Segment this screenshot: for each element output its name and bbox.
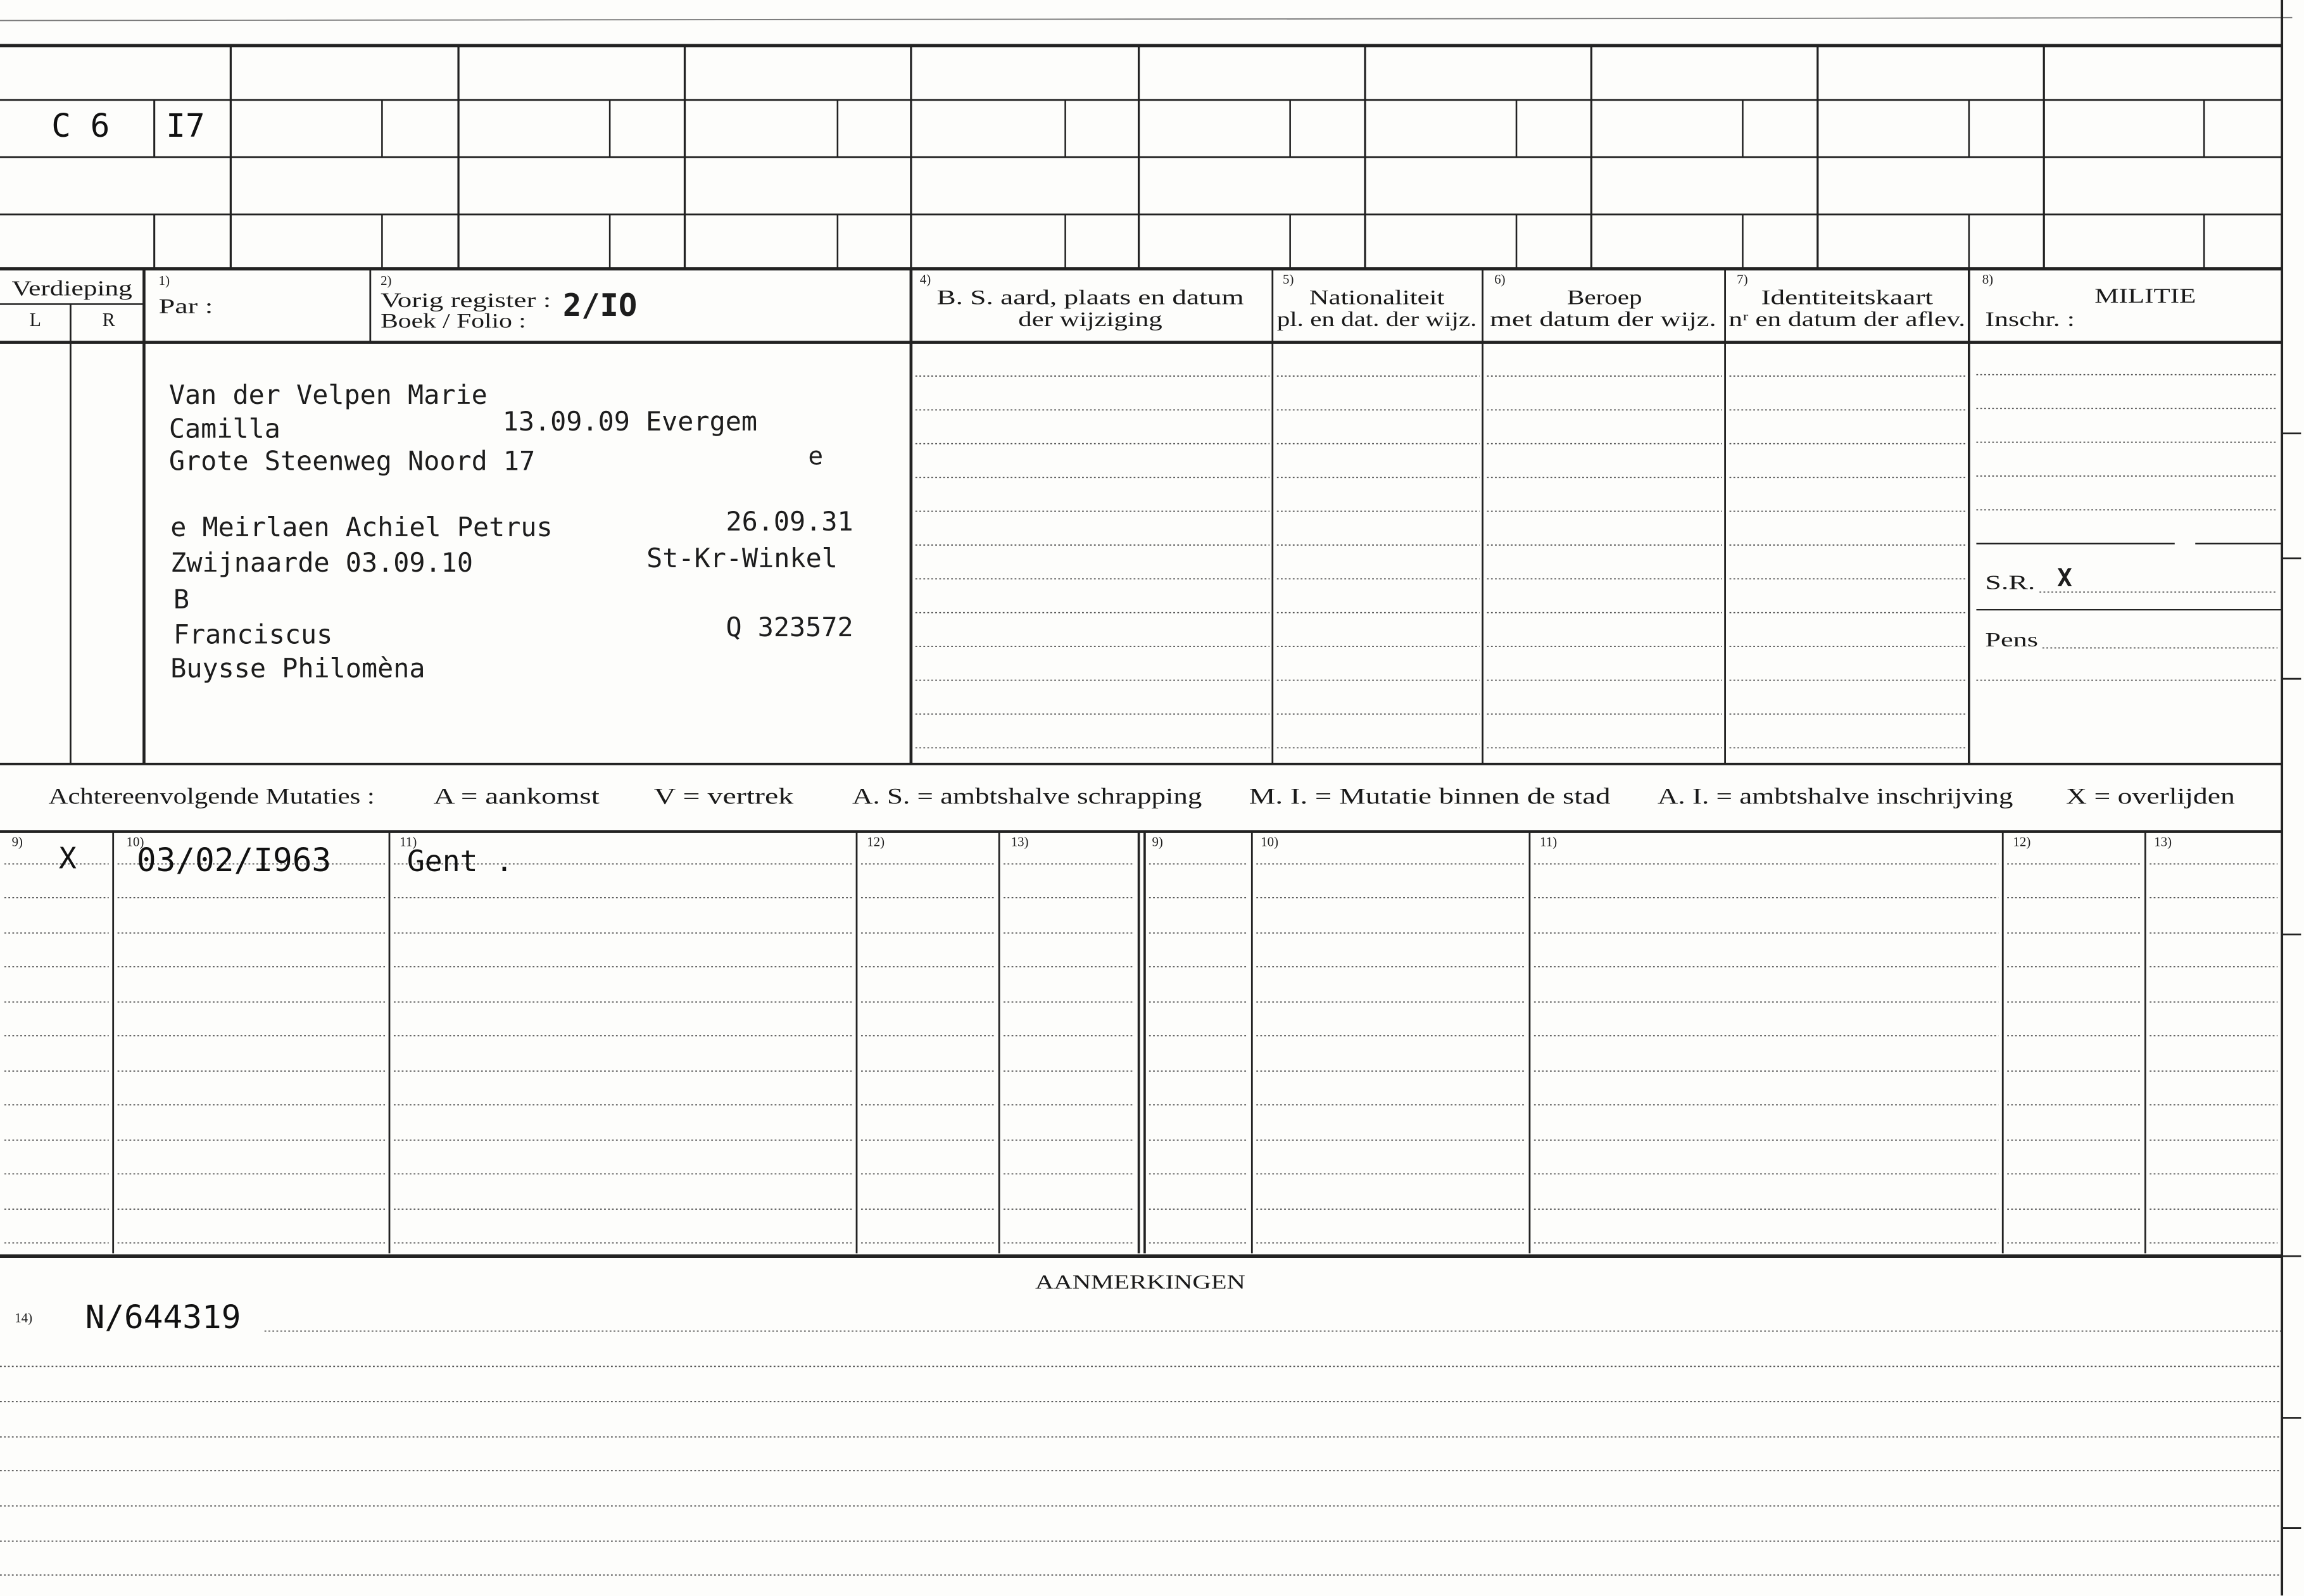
mutation-column-number: 12) (867, 834, 885, 850)
typed-line: Buysse Philomèna (170, 652, 425, 684)
militie-sr-value: X (2057, 563, 2072, 593)
typed-line: B (173, 583, 190, 615)
mutation-column-number: 9) (1152, 834, 1163, 850)
militie-inschr-label: Inschr. : (1985, 308, 2075, 332)
bs-number: 4) (919, 271, 931, 287)
typed-line: Van der Velpen Marie (168, 379, 488, 411)
typed-line: Camilla (168, 413, 280, 444)
legend-item: A. I. = ambtshalve inschrijving (1657, 783, 2013, 809)
typed-line-aside: 13.09.09 Evergem (502, 405, 758, 437)
legend-item: V = vertrek (653, 783, 794, 809)
mutation-place: Gent . (406, 844, 513, 879)
legend-title: Achtereenvolgende Mutaties : (48, 783, 375, 809)
beroep-number: 6) (1494, 271, 1506, 287)
mutation-column-number: 12) (2013, 834, 2031, 850)
vorig-register-number: 2) (381, 273, 392, 289)
bs-label-line2: der wijziging (1018, 308, 1162, 332)
mutation-code: X (58, 841, 77, 876)
verdieping-right-label: R (102, 309, 115, 331)
top-grid-code: C 6 (51, 107, 110, 145)
bs-label-line1: B. S. aard, plaats en datum (936, 286, 1244, 310)
typed-line-aside: 26.09.31 (726, 505, 853, 537)
mutation-column-number: 13) (1010, 834, 1029, 850)
militie-number: 8) (1982, 271, 1994, 287)
typed-line: Grote Steenweg Noord 17 (168, 445, 536, 477)
verdieping-label: Verdieping (11, 277, 133, 301)
identiteitskaart-label-line1: Identiteitskaart (1761, 286, 1934, 310)
legend-item: M. I. = Mutatie binnen de stad (1249, 783, 1611, 809)
nationaliteit-label-line2: pl. en dat. der wijz. (1276, 308, 1477, 332)
beroep-label-line2: met datum der wijz. (1490, 308, 1716, 332)
nationaliteit-number: 5) (1283, 271, 1294, 287)
nationaliteit-label-line1: Nationaliteit (1309, 286, 1445, 310)
typed-line: e Meirlaen Achiel Petrus (170, 512, 553, 543)
typed-line-aside: e (808, 441, 824, 471)
vorig-register-label: Vorig register : (381, 289, 551, 313)
par-label: Par : (158, 295, 213, 318)
aanmerkingen-number: 14) (15, 1310, 33, 1326)
top-grid-number: I7 (166, 107, 205, 145)
mutation-column-number: 11) (400, 834, 417, 850)
militie-sr-label: S.R. (1985, 571, 2036, 594)
militie-pens-label: Pens (1985, 629, 2038, 651)
legend-item: X = overlijden (2066, 783, 2235, 809)
legend-item: A = aankomst (433, 783, 600, 809)
boek-folio-label: Boek / Folio : (381, 310, 526, 333)
mutation-column-number: 9) (11, 834, 23, 850)
aanmerkingen-value: N/644319 (85, 1298, 241, 1336)
mutation-column-number: 13) (2154, 834, 2172, 850)
mutation-column-number: 11) (1540, 834, 1558, 850)
aanmerkingen-title: AANMERKINGEN (1035, 1271, 1245, 1293)
par-number: 1) (158, 273, 170, 289)
identiteitskaart-label-line2: nʳ en datum der aflev. (1728, 308, 1966, 332)
typed-line-aside: St-Kr-Winkel (646, 542, 838, 574)
militie-title: MILITIE (2094, 285, 2196, 308)
beroep-label-line1: Beroep (1567, 286, 1642, 310)
verdieping-left-label: L (29, 309, 41, 331)
typed-line-aside: Q 323572 (726, 611, 853, 643)
mutation-column-number: 10) (126, 834, 144, 850)
mutation-date: 03/02/I963 (136, 842, 332, 880)
typed-line: Zwijnaarde 03.09.10 (170, 546, 473, 578)
legend-item: A. S. = ambtshalve schrapping (852, 783, 1202, 809)
identiteitskaart-number: 7) (1737, 271, 1748, 287)
typed-line: Franciscus (173, 619, 333, 650)
mutation-column-number: 10) (1261, 834, 1279, 850)
vorig-register-value: 2/IO (562, 287, 638, 324)
